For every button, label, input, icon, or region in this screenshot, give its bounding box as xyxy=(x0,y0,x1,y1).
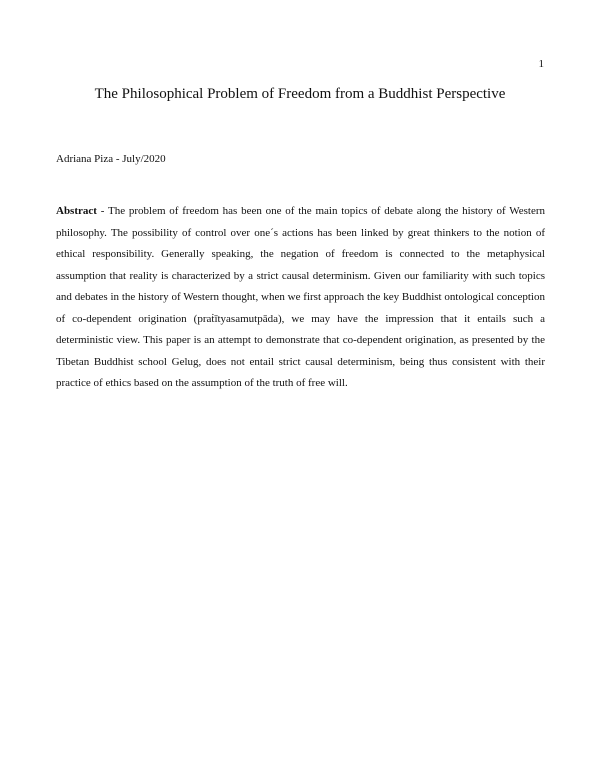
abstract-separator: - xyxy=(96,205,108,217)
page-number: 1 xyxy=(538,58,544,70)
paper-title: The Philosophical Problem of Freedom from a Buddhist Perspective xyxy=(94,86,506,102)
abstract-label: Abstract xyxy=(56,205,97,217)
abstract-paragraph xyxy=(56,201,545,395)
author-date-line: Adriana Piza - July/2020 xyxy=(56,153,166,165)
abstract-text: The problem of freedom has been one of the main topics of debate along the history of Western philosophy. The possibility of control over one´s actions has been linked by great thinkers to the notion of ethical responsibility. Generally speaking, the negation of freedom is connected to the metaphysical assumption that reality is characterized by a strict causal determinism. Given our familiarity with such topics and debates in the history of Western thought, when we first approach the key Buddhist ontological conception of co-dependent origination (praṫītyasamutpāda), we may have the impression that it entails such a deterministic view. This paper is an attempt to demonstrate that co-dependent origination, as presented by the Tibetan Buddhist school Gelug, does not entail strict causal determinism, being thus consistent with their practice of ethics based on the assumption of the truth of free will. xyxy=(56,205,546,389)
